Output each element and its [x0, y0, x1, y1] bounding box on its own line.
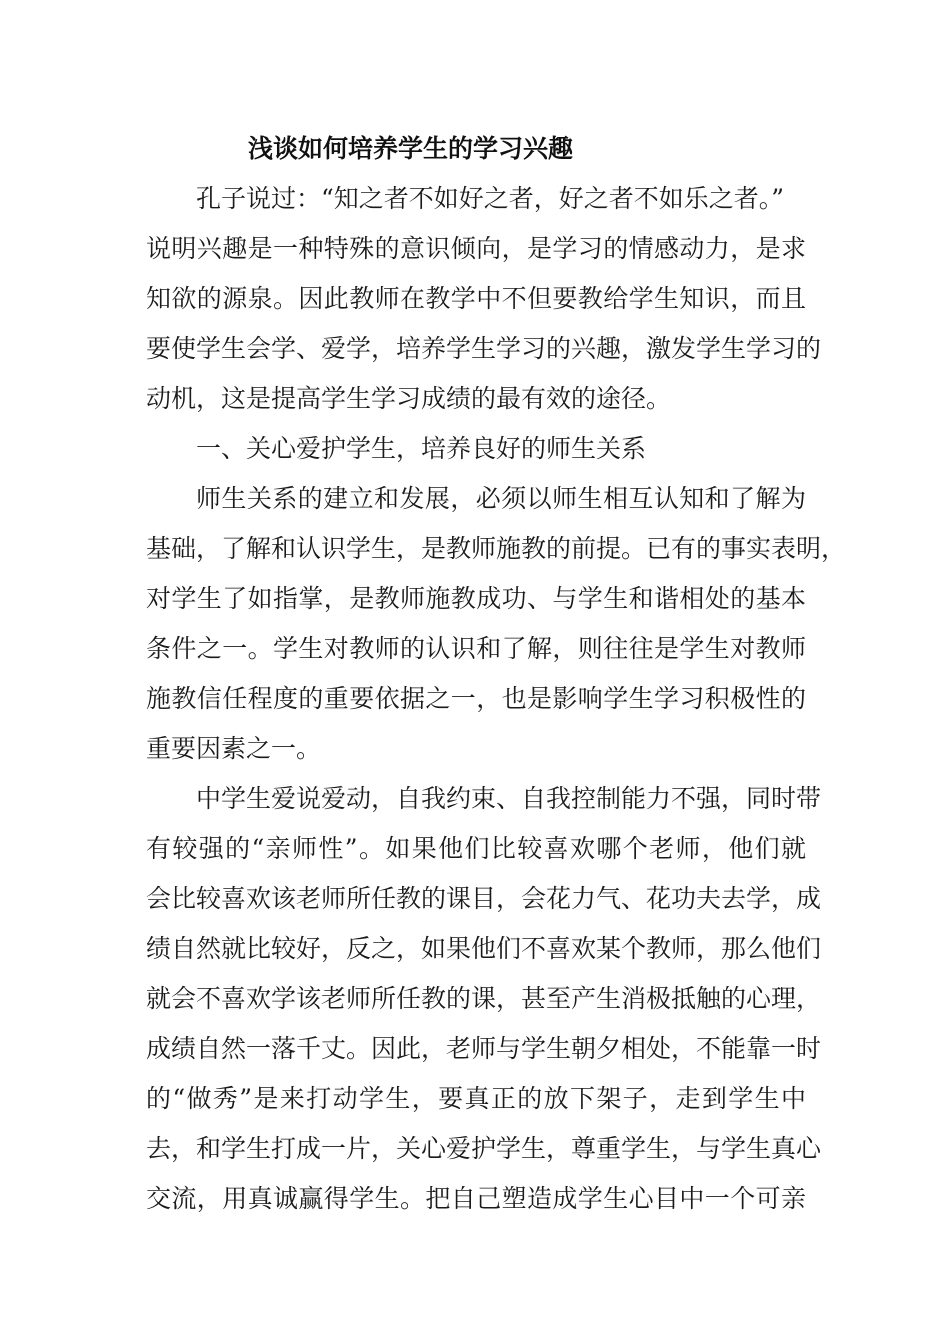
paragraph-2-line-3: 对学生了如指掌，是教师施教成功、与学生和谐相处的基本 [146, 584, 806, 613]
paragraph-1-line-3: 知欲的源泉。因此教师在教学中不但要教给学生知识，而且 [146, 284, 806, 313]
paragraph-2-line-4: 条件之一。学生对教师的认识和了解，则往往是学生对教师 [146, 634, 806, 663]
paragraph-3-line-8: 去，和学生打成一片，关心爱护学生，尊重学生，与学生真心 [146, 1134, 822, 1163]
paragraph-3-line-3: 会比较喜欢该老师所任教的课目，会花力气、花功夫去学，成 [146, 884, 822, 913]
paragraph-1-line-4: 要使学生会学、爱学，培养学生学习的兴趣，激发学生学习的 [146, 334, 822, 363]
paragraph-2-line-6: 重要因素之一。 [146, 734, 322, 763]
paragraph-1-line-5: 动机，这是提高学生学习成绩的最有效的途径。 [146, 384, 672, 413]
paragraph-3-line-4: 绩自然就比较好，反之，如果他们不喜欢某个教师，那么他们 [146, 934, 822, 963]
paragraph-1-line-2: 说明兴趣是一种特殊的意识倾向，是学习的情感动力，是求 [146, 234, 806, 263]
paragraph-3-line-9: 交流，用真诚赢得学生。把自己塑造成学生心目中一个可亲 [146, 1184, 806, 1213]
paragraph-2-line-2: 基础，了解和认识学生，是教师施教的前提。已有的事实表明， [146, 534, 847, 563]
paragraph-3-line-2: 有较强的“亲师性”。如果他们比较喜欢哪个老师，他们就 [146, 834, 806, 863]
paragraph-3-line-5: 就会不喜欢学该老师所任教的课，甚至产生消极抵触的心理， [146, 984, 822, 1013]
document-title: 浅谈如何培养学生的学习兴趣 [248, 134, 574, 163]
paragraph-2-line-1: 师生关系的建立和发展，必须以师生相互认知和了解为 [196, 484, 806, 513]
paragraph-1-line-1: 孔子说过：“知之者不如好之者，好之者不如乐之者。” [196, 184, 785, 213]
paragraph-2-line-5: 施教信任程度的重要依据之一，也是影响学生学习积极性的 [146, 684, 806, 713]
paragraph-3-line-1: 中学生爱说爱动，自我约束、自我控制能力不强，同时带 [196, 784, 822, 813]
paragraph-3-line-7: 的“做秀”是来打动学生，要真正的放下架子，走到学生中 [146, 1084, 806, 1113]
paragraph-3-line-6: 成绩自然一落千丈。因此，老师与学生朝夕相处，不能靠一时 [146, 1034, 822, 1063]
section-heading-1: 一、关心爱护学生，培养良好的师生关系 [196, 434, 647, 463]
